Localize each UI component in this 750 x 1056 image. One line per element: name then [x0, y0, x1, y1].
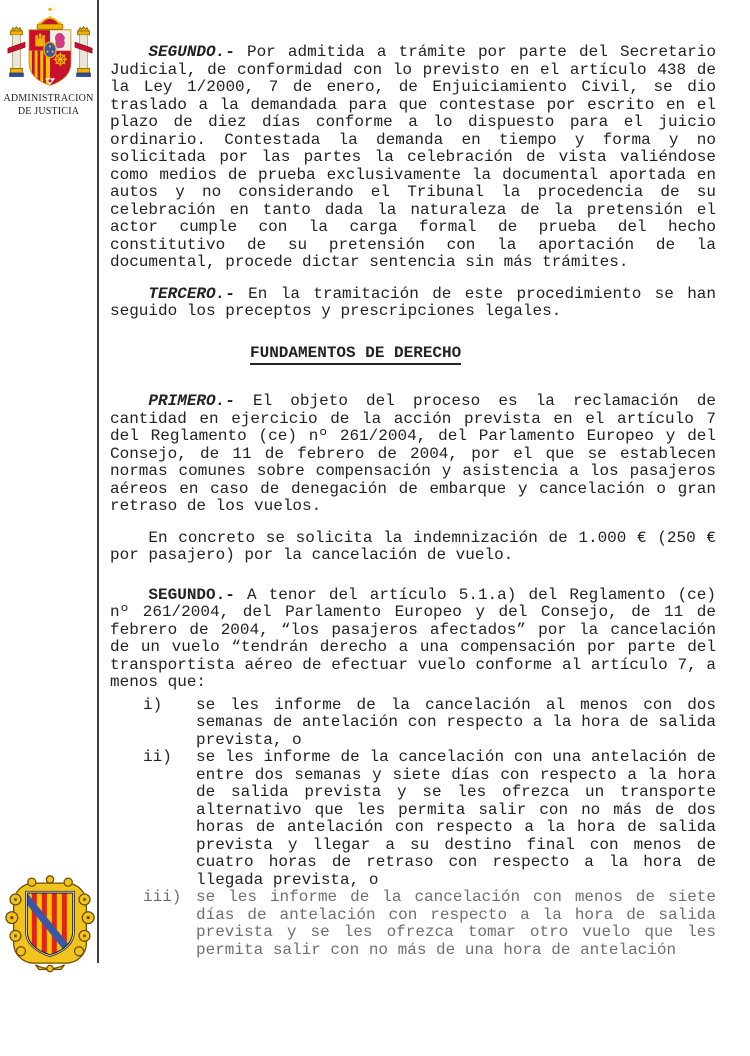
judgment-text	[110, 44, 716, 959]
agency-label-line2: DE JUSTICIA	[17, 105, 80, 117]
paragraph-body: A tenor del artículo 5.1.a) del Reglamento (ce) nº 261/2004, del Parlamento Europeo y del Consejo, de 11 de febrero de 2004, “los pasajeros afectados” por la cancelación de un vuelo “tendrán derecho a una compensación por parte del transportista aéreo de efectuar vuelo conforme al artículo 7, a menos que:	[110, 585, 716, 691]
right-pillar	[75, 27, 92, 77]
list-item-text: se les informe de la cancelación con una antelación de entre dos semanas y siete días con respecto a la hora de salida prevista y se les ofrezca un transporte alternativo que les permita salir con no más de dos horas de antelación con respecto a la hora de salida prevista y llegar a su destino final con menos de cuatro horas de retraso con respecto a la hora de llegada prevista, o	[196, 748, 716, 889]
castle-quarter	[35, 34, 44, 47]
margin-divider-rule	[97, 0, 99, 963]
list-item-ii	[110, 749, 716, 889]
paragraph-antecedente-tercero	[110, 286, 716, 321]
paragraph-indemnizacion	[110, 530, 716, 565]
paragraph-fundamento-primero	[110, 393, 716, 516]
spain-coat-of-arms-icon	[6, 6, 94, 92]
paragraph-body: Por admitida a trámite por parte del Secretario Judicial, de conformidad con lo previsto en el artículo 438 de la Ley 1/2000, 7 de enero, de Enjuiciamiento Civil, se dio traslado a la demandada para que contestase por escrito en el plazo de diez días conforme a lo dispuesto para el juicio ordinario. Contestada la demanda en tiempo y forma y no solicitada por las partes la celebración de vista valiéndose como medios de prueba exclusivamente la documental aportada en autos y no considerando el Tribunal la procedencia de su celebración en tanto dada la naturaleza de la pretensión el actor cumple con la carga formal de prueba del hecho constitutivo de su pretensión con la aportación de la documental, procede dictar sentencia sin más trámites.	[110, 43, 716, 271]
section-heading-fundamentos: FUNDAMENTOS DE DERECHO	[250, 345, 461, 366]
left-pillar	[8, 27, 25, 77]
list-item-text: se les informe de la cancelación con menos de siete días de antelación con respecto a la hora de salida prevista y se les ofrezca tomar otro vuelo que les permita salir con no más de una hora de antelación	[196, 888, 716, 959]
justice-administration-emblem	[6, 6, 94, 92]
paragraph-lead: SEGUNDO.-	[148, 585, 235, 604]
agency-label	[0, 93, 97, 118]
paragraph-lead: SEGUNDO.-	[148, 43, 235, 61]
balearic-emblem	[4, 874, 96, 974]
list-item-i	[110, 697, 716, 750]
list-item-iii	[110, 889, 716, 959]
agency-label-line1: ADMINISTRACION	[3, 93, 94, 104]
list-marker: iii)	[143, 888, 182, 906]
paragraph-antecedente-segundo	[110, 44, 716, 272]
paragraph-body: En la tramitación de este procedimiento se han seguido los preceptos y prescripciones legales.	[110, 284, 716, 320]
paragraph-lead: PRIMERO.-	[148, 392, 235, 410]
cancellation-conditions-list	[110, 697, 716, 960]
balearic-coat-of-arms-icon	[4, 874, 96, 974]
paragraph-body: En concreto se solicita la indemnización de 1.000 € (250 € por pasajero) por la cancelación de vuelo.	[110, 528, 716, 564]
list-marker: ii)	[143, 748, 172, 766]
paragraph-fundamento-segundo	[110, 587, 716, 692]
list-item-text: se les informe de la cancelación al menos con dos semanas de antelación con respecto a la hora de salida prevista, o	[196, 695, 716, 749]
lion-quarter	[55, 33, 64, 48]
paragraph-body: El objeto del proceso es la reclamación de cantidad en ejercicio de la acción prevista en el artículo 7 del Reglamento (ce) nº 261/2004, del Parlamento Europeo y del Consejo, de 11 de febrero de 2004, por el que se establecen normas comunes sobre compensación y asistencia a los pasajeros aéreos en caso de denegación de embarque y cancelación o gran retraso de los vuelos.	[110, 392, 716, 515]
royal-crown	[37, 8, 63, 30]
list-marker: i)	[143, 695, 163, 714]
paragraph-lead: TERCERO.-	[148, 284, 235, 303]
